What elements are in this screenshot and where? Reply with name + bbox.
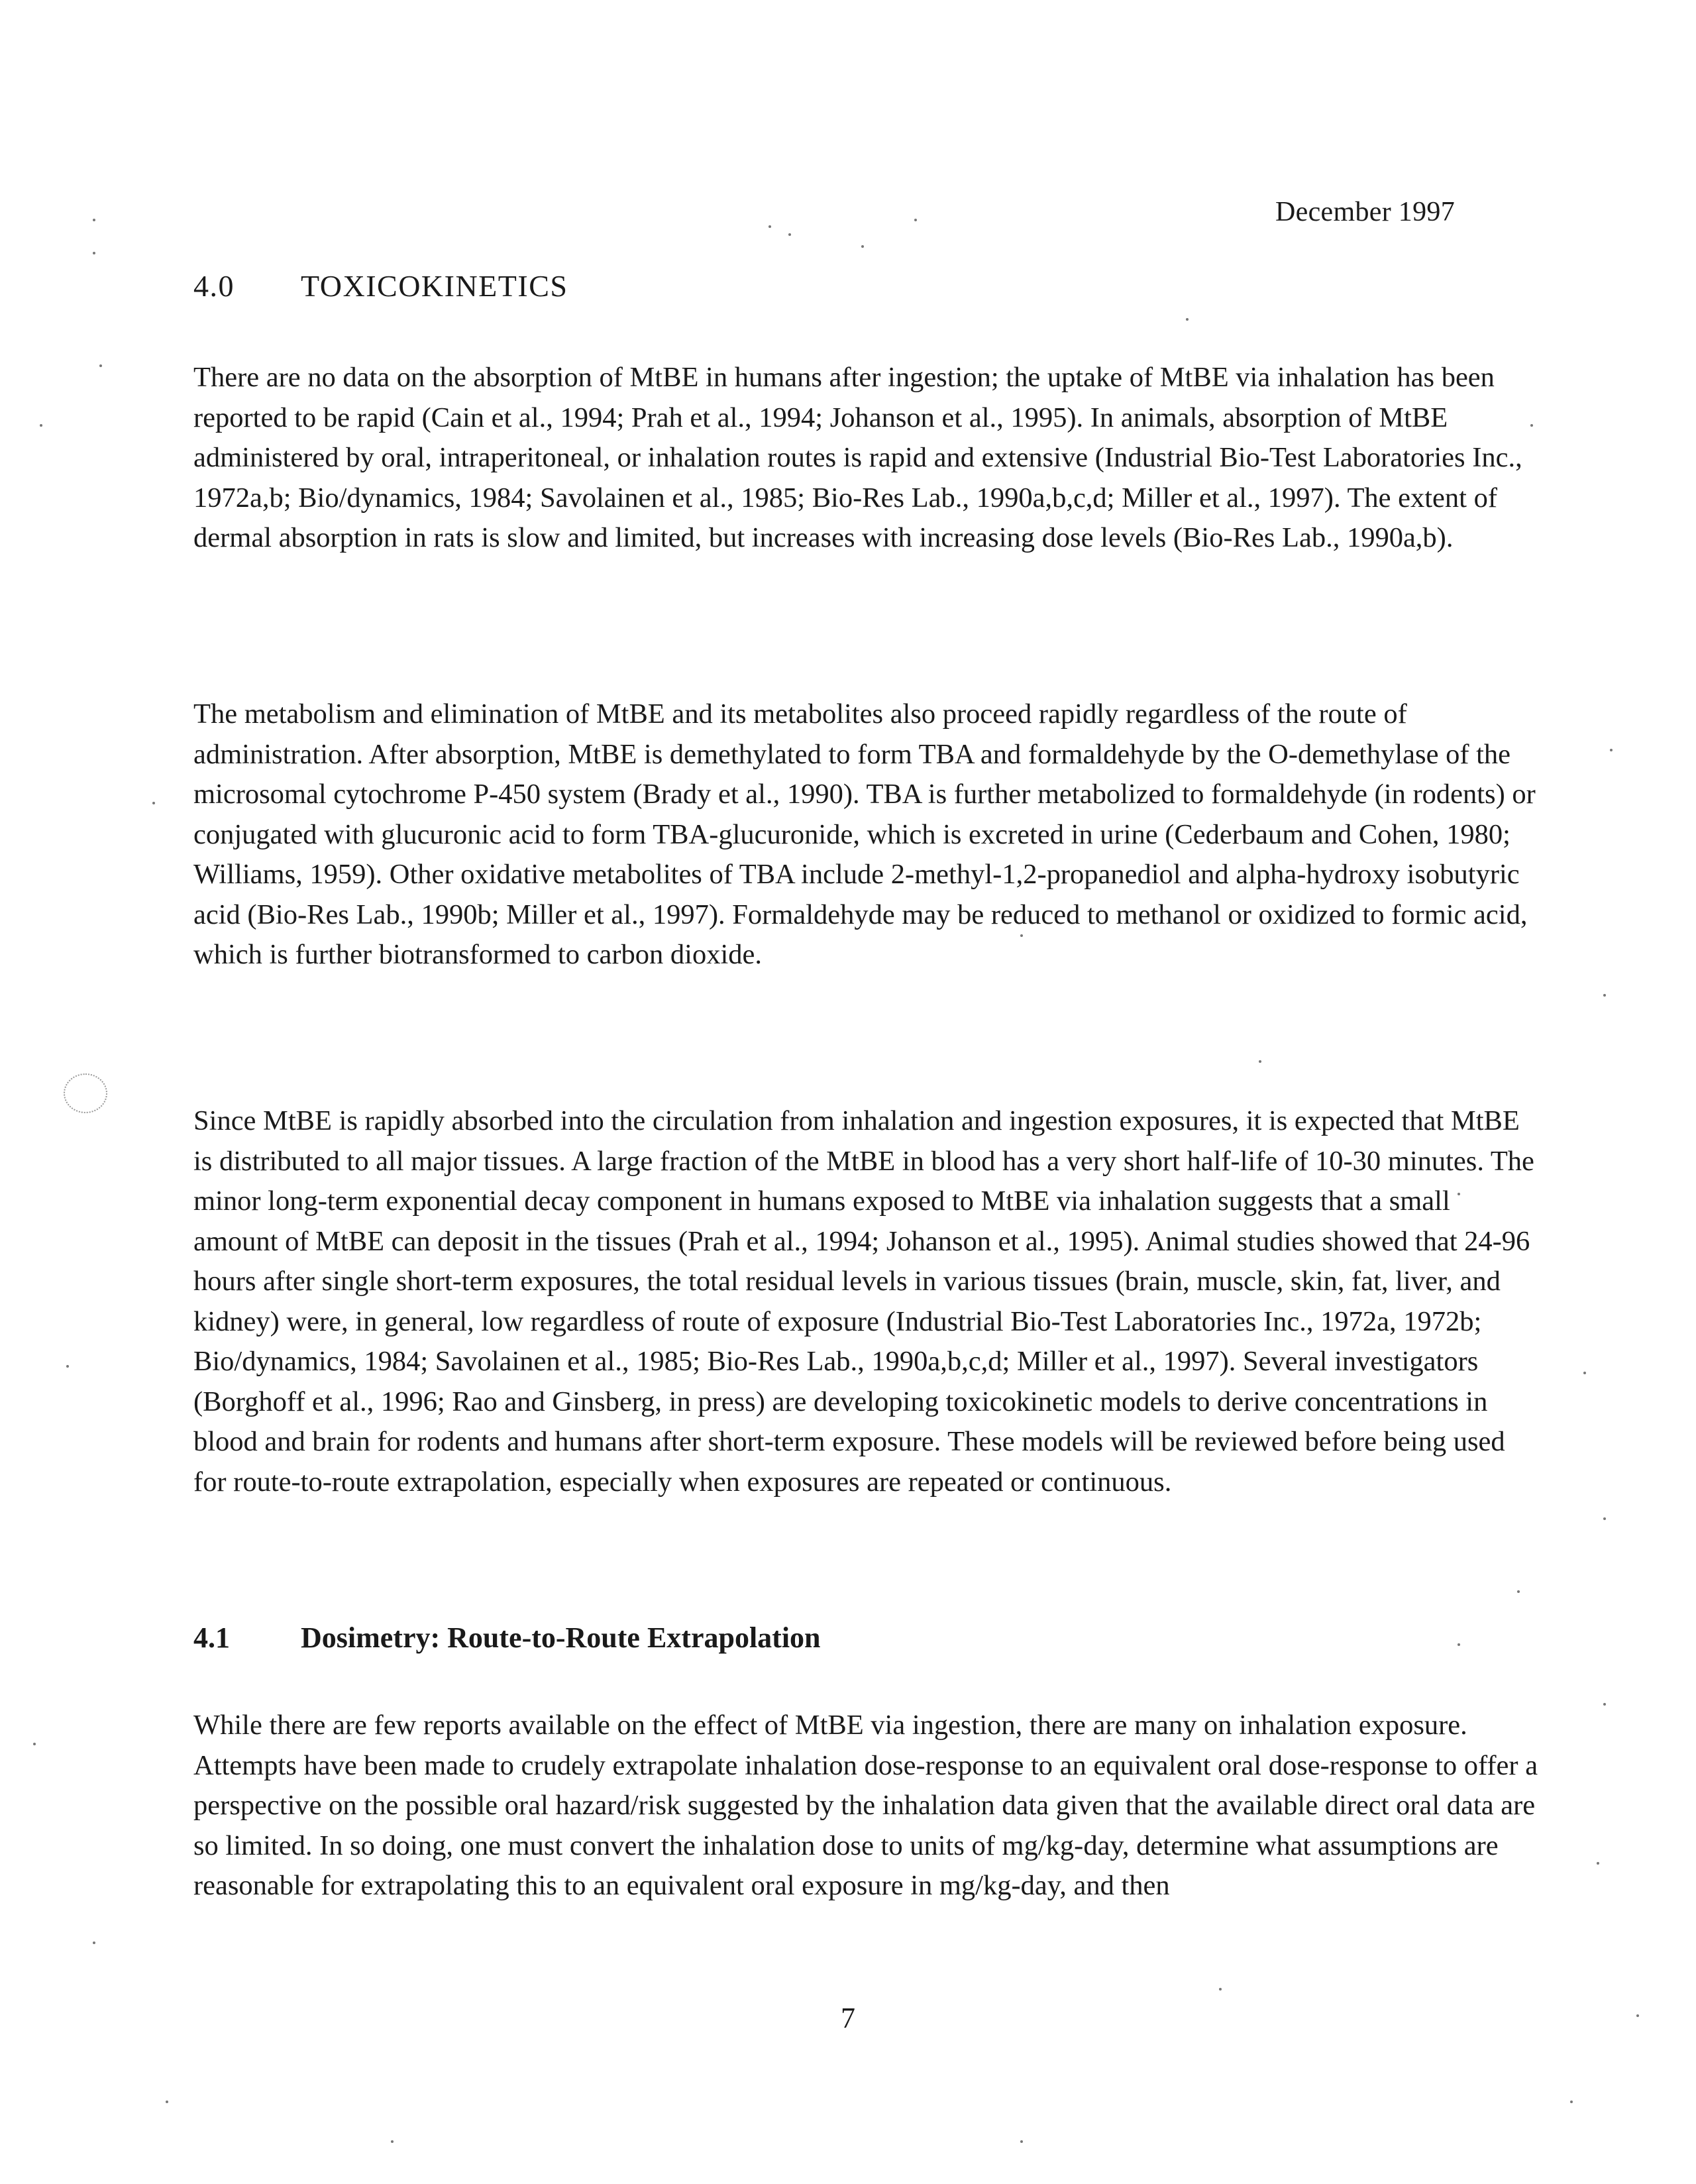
scan-speck: [1517, 1590, 1520, 1593]
scan-speck: [33, 1743, 36, 1745]
paragraph-dosimetry: While there are few reports available on the effect of MtBE via ingestion, there are many on inhalation exposure. Attempts have been made to crudely extrapolate inhalation dose-response to an equivalent oral dose-response to offer a perspective on the possible oral hazard/risk suggested by the inhalation data given that the available direct oral data are so limited. In so doing, one must convert the inhalation dose to units of mg/kg-day, determine what assumptions are reasonable for extrapolating this to an equivalent oral exposure in mg/kg-day, and then: [193, 1710, 1538, 1901]
scan-speck: [66, 1365, 69, 1368]
subsection-heading: [193, 1621, 821, 1655]
section-title: TOXICOKINETICS: [301, 269, 568, 303]
scan-speck: [1186, 318, 1189, 321]
scan-speck: [166, 2101, 168, 2103]
scan-speck: [391, 2140, 394, 2143]
scan-speck: [1603, 1517, 1606, 1520]
paragraph-metabolism: The metabolism and elimination of MtBE and its metabolites also proceed rapidly regardless of the route of administration. After absorption, MtBE is demethylated to form TBA and formaldehyde by the O-demethylase of the microsomal cytochrome P-450 system (Brady et al., 1990). TBA is further metabolized to formaldehyde (in rodents) or conjugated with glucuronic acid to form TBA-glucuronide, which is excreted in urine (Cederbaum and Cohen, 1980; Williams, 1959). Other oxidative metabolites of TBA include 2-methyl-1,2-propanediol and alpha-hydroxy isobutyric acid (Bio-Res Lab., 1990b; Miller et al., 1997). Formaldehyde may be reduced to methanol or oxidized to formic acid, which is further biotransformed to carbon dioxide.: [193, 698, 1536, 970]
paragraph-distribution: Since MtBE is rapidly absorbed into the circulation from inhalation and ingestion exposures, it is expected that MtBE is distributed to all major tissues. A large fraction of the MtBE in blood has a very short half-life of 10-30 minutes. The minor long-term exponential decay component in humans exposed to MtBE via inhalation suggests that a small amount of MtBE can deposit in the tissues (Prah et al., 1994; Johanson et al., 1995). Animal studies showed that 24-96 hours after single short-term exposures, the total residual levels in various tissues (brain, muscle, skin, fat, liver, and kidney) were, in general, low regardless of route of exposure (Industrial Bio-Test Laboratories Inc., 1972a, 1972b; Bio/dynamics, 1984; Savolainen et al., 1985; Bio-Res Lab., 1990a,b,c,d; Miller et al., 1997). Several investigators (Borghoff et al., 1996; Rao and Ginsberg, in press) are developing toxicokinetic models to derive concentrations in blood and brain for rodents and humans after short-term exposure. These models will be reviewed before being used for route-to-route extrapolation, especially when exposures are repeated or continuous.: [193, 1105, 1534, 1498]
page-number: 7: [841, 2002, 855, 2034]
section-number: 4.0: [193, 269, 235, 303]
scan-speck: [152, 802, 155, 804]
scan-speck: [1603, 994, 1606, 997]
scan-speck: [40, 424, 42, 427]
scan-speck: [1458, 1193, 1460, 1195]
subsection-title: Dosimetry: Route-to-Route Extrapolation: [301, 1621, 821, 1654]
scan-speck: [1603, 1703, 1606, 1706]
scan-speck: [1610, 749, 1613, 751]
scan-speck: [99, 364, 102, 367]
scan-speck: [1636, 2014, 1639, 2017]
scan-speck: [1458, 1643, 1460, 1646]
scan-speck: [1570, 2101, 1573, 2103]
scan-smudge: [64, 1073, 107, 1113]
scan-speck: [1219, 1988, 1222, 1991]
scan-speck: [1583, 1372, 1586, 1374]
scan-speck: [861, 245, 864, 248]
scan-speck: [1597, 1862, 1599, 1865]
subsection-number: 4.1: [193, 1621, 230, 1654]
scan-speck: [788, 233, 791, 236]
scan-speck: [768, 225, 771, 228]
scan-speck: [93, 1941, 95, 1944]
scan-speck: [93, 252, 95, 254]
scan-speck: [1020, 934, 1023, 937]
scan-speck: [93, 219, 95, 221]
paragraph-absorption: There are no data on the absorption of MtBE in humans after ingestion; the uptake of MtBE via inhalation has been reported to be rapid (Cain et al., 1994; Prah et al., 1994; Johanson et al., 1995). In animals, absorption of MtBE administered by oral, intraperitoneal, or inhalation routes is rapid and extensive (Industrial Bio-Test Laboratories Inc., 1972a,b; Bio/dynamics, 1984; Savolainen et al., 1985; Bio-Res Lab., 1990a,b,c,d; Miller et al., 1997). The extent of dermal absorption in rats is slow and limited, but increases with increasing dose levels (Bio-Res Lab., 1990a,b).: [193, 362, 1522, 553]
scan-speck: [1530, 424, 1533, 427]
scan-speck: [914, 219, 917, 221]
section-heading: [193, 268, 568, 303]
document-date: December 1997: [1275, 197, 1455, 227]
scan-speck: [1259, 1060, 1261, 1063]
scan-speck: [1020, 2140, 1023, 2143]
